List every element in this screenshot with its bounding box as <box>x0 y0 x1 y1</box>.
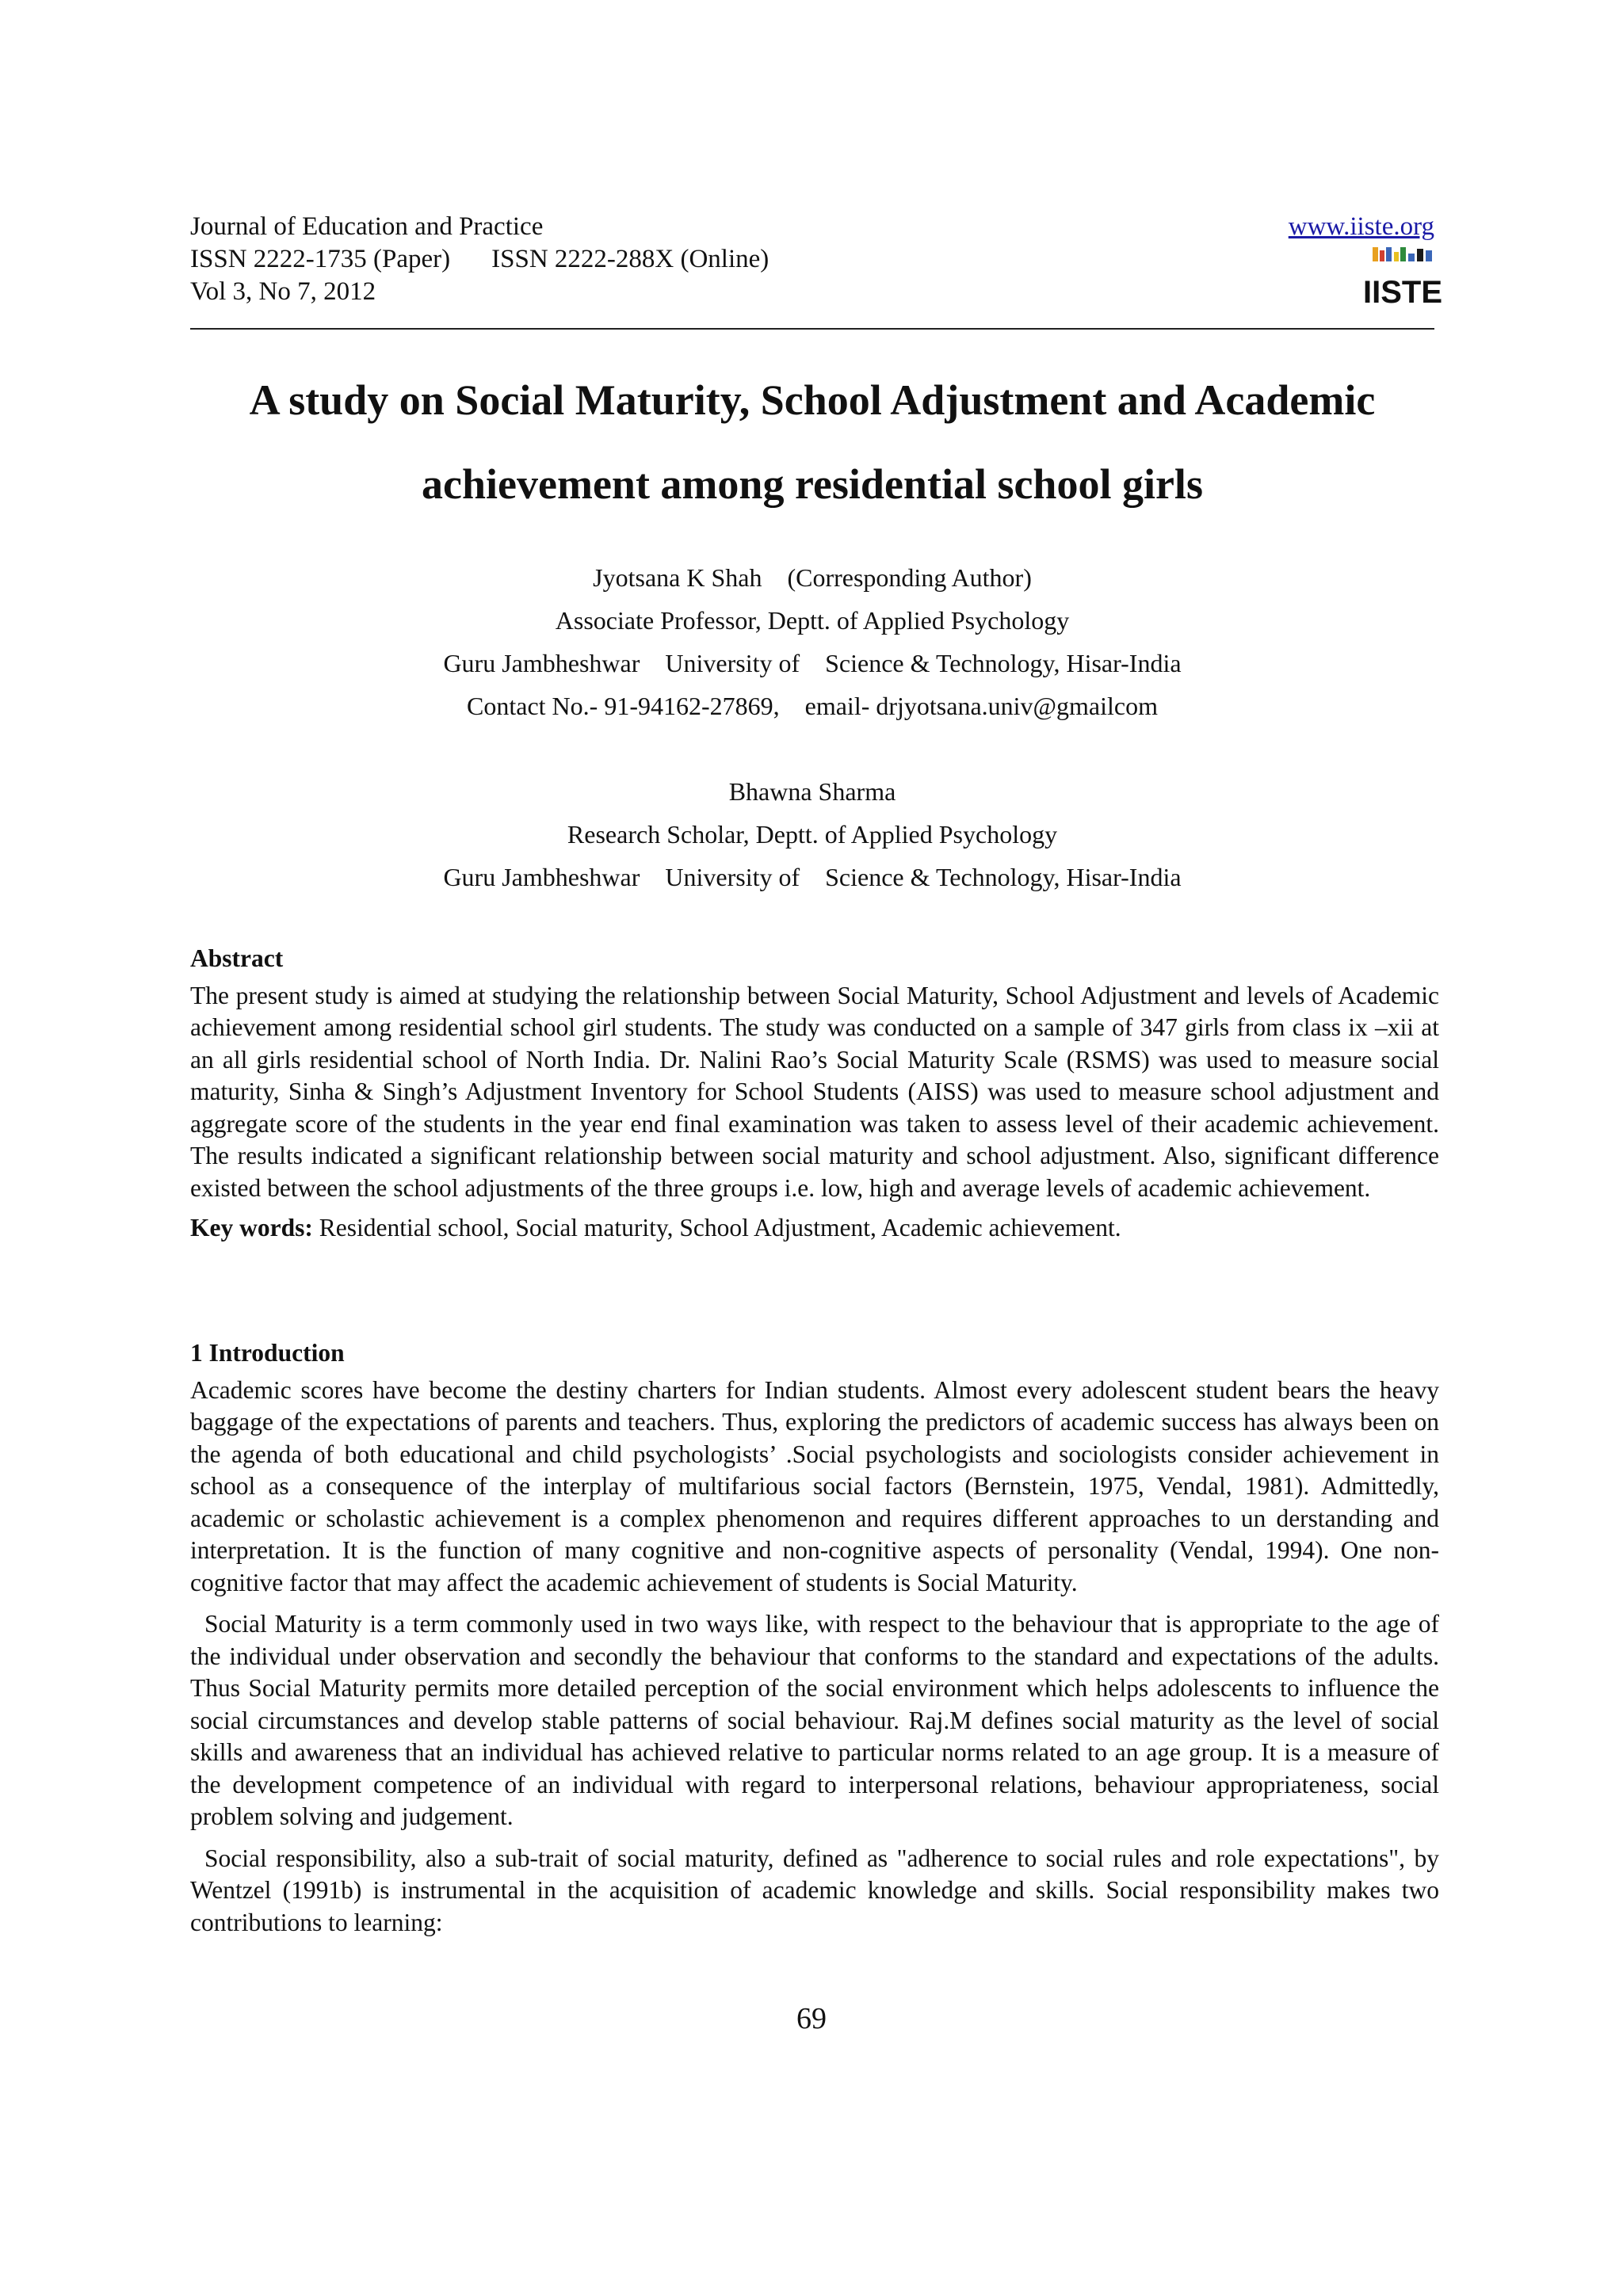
issn-online: ISSN 2222-288X (Online) <box>491 245 769 273</box>
author-1-univ-part-2: University of <box>665 649 800 677</box>
logo-bars-icon <box>1373 247 1432 261</box>
iiste-logo <box>1362 246 1443 310</box>
logo-wordmark: IISTE <box>1362 275 1443 310</box>
intro-paragraph-2: Social Maturity is a term commonly used in two ways like, with respect to the behaviour that is appropriate to the age of the individual under observation and secondly the behaviour that conforms to the standard and expectations of the adults. Thus Social Maturity permits more detailed perception of the social environment which helps adolescents to influence the social circumstances and develop stable patterns of social behaviour. Raj.M defines social maturity as the level of social skills and awareness that an individual has achieved relative to particular norms related to an age group. It is a measure of the development competence of an individual with regard to interpersonal relations, behaviour appropriateness, social problem solving and judgement. <box>190 1610 1439 1830</box>
title-line-1: A study on Social Maturity, School Adjustment and Academic <box>249 376 1376 424</box>
author-block-2 <box>190 770 1434 898</box>
issn-line <box>190 243 769 276</box>
author-1-name: Jyotsana K Shah <box>593 563 762 592</box>
website-link[interactable]: www.iiste.org <box>1288 212 1434 241</box>
author-1-phone: Contact No.- 91-94162-27869, <box>467 692 780 720</box>
author-1-email: email- drjyotsana.univ@gmailcom <box>804 692 1158 720</box>
volume-info: Vol 3, No 7, 2012 <box>190 277 376 306</box>
author-2-affiliation <box>190 856 1434 898</box>
author-block-1 <box>190 556 1434 727</box>
introduction-section <box>190 1337 1439 1948</box>
keywords-text: Residential school, Social maturity, School Adjustment, Academic achievement. <box>312 1214 1121 1241</box>
keywords-label: Key words: <box>190 1214 313 1241</box>
author-2-name: Bhawna Sharma <box>728 777 896 806</box>
intro-paragraph-3: Social responsibility, also a sub-trait of social maturity, defined as "adherence to social rules and role expectations", by Wentzel (1991b) is instrumental in the acquisition of academic knowledge and skills. Social responsibility makes two contributions to learning: <box>190 1844 1439 1936</box>
author-2-univ-part-2: University of <box>665 863 800 891</box>
issn-paper: ISSN 2222-1735 (Paper) <box>190 245 451 273</box>
author-1-position: Associate Professor, Deptt. of Applied Psychology <box>555 606 1070 635</box>
abstract-text: The present study is aimed at studying the relationship between Social Maturity, School Adjustment and levels of Academic achievement among residential school girl students. The study was conducted on a sample of 347 girls from class ix –xii at an all girls residential school of North India. Dr. Nalini Rao’s Social Maturity Scale (RSMS) was used to measure social maturity, Sinha & Singh’s Adjustment Inventory for School Students (AISS) was used to measure school adjustment and aggregate score of the students in the year end final examination was taken to assess level of their academic achievement. The results indicated a significant relationship between social maturity and school adjustment. Also, significant difference existed between the school adjustments of the three groups i.e. low, high and average levels of academic achievement. <box>190 981 1439 1202</box>
abstract-section <box>190 943 1439 1245</box>
author-1-role: (Corresponding Author) <box>787 563 1032 592</box>
page-number: 69 <box>796 2002 827 2035</box>
journal-name: Journal of Education and Practice <box>190 212 544 241</box>
journal-header <box>190 211 1443 330</box>
introduction-heading: 1 Introduction <box>190 1339 345 1367</box>
intro-paragraph-1: Academic scores have become the destiny charters for Indian students. Almost every adolescent student bears the heavy baggage of the expectations of parents and teachers. Thus, exploring the predictors of academic success has always been on the agenda of both educational and child psychologists’ .Social psychologists and sociologists consider achievement in school as a consequence of the interplay of multifarious social factors (Bernstein, 1975, Vendal, 1981). Admittedly, academic or scholastic achievement is a complex phenomenon and requires different approaches to un derstanding and interpretation. It is the function of many cognitive and non-cognitive aspects of personality (Vendal, 1994). One non-cognitive factor that may affect the academic achievement of students is Social Maturity. <box>190 1375 1439 1596</box>
abstract-heading: Abstract <box>190 944 284 972</box>
author-2-position: Research Scholar, Deptt. of Applied Psychology <box>567 820 1058 849</box>
author-1-univ-part-1: Guru Jambheshwar <box>443 649 640 677</box>
title-line-2: achievement among residential school girls <box>422 460 1203 508</box>
author-1-univ-part-3: Science & Technology, Hisar-India <box>825 649 1182 677</box>
author-1-contact-line <box>190 685 1434 727</box>
paper-title <box>190 358 1434 526</box>
author-1-name-line <box>190 556 1434 599</box>
journal-info <box>190 211 769 308</box>
header-divider <box>190 328 1434 330</box>
author-2-univ-part-1: Guru Jambheshwar <box>443 863 640 891</box>
keywords-line <box>190 1212 1439 1245</box>
author-1-affiliation <box>190 642 1434 685</box>
journal-website-block <box>1289 211 1434 243</box>
author-2-univ-part-3: Science & Technology, Hisar-India <box>825 863 1182 891</box>
